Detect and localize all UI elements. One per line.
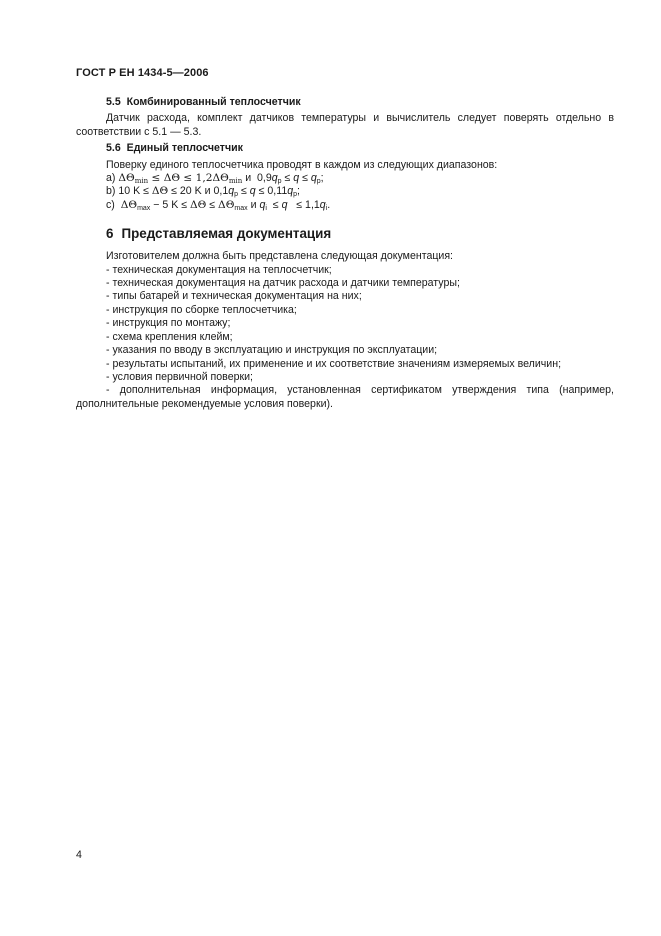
- doc-list-item: - результаты испытаний, их применение и их соответствие значениям измеряемых величин;: [106, 357, 562, 370]
- range-a-label: а): [106, 172, 116, 185]
- section-6-number: 6: [106, 226, 114, 242]
- range-c-label: c): [106, 198, 115, 211]
- section-5-5-text: Датчик расхода, комплект датчиков температуры и вычислитель следует поверять отдельно в соответствии с 5.1 — 5.3.: [76, 112, 614, 138]
- range-b-label: b): [106, 185, 116, 198]
- page-header-standard: ГОСТ Р ЕН 1434-5—2006: [76, 67, 209, 79]
- doc-list-item: - техническая документация на датчик расхода и датчики температуры;: [106, 277, 460, 290]
- section-5-6-number: 5.6: [106, 142, 121, 155]
- section-6-title: Представляемая документация: [121, 226, 332, 242]
- section-5-6-title: Единый теплосчетчик: [126, 142, 243, 155]
- page-number: 4: [76, 849, 82, 861]
- doc-list-item: - инструкция по монтажу;: [106, 317, 231, 330]
- range-c-formula: $\Delta\Theta_{max} - 5$ $K \le \Delta\Theta \le \Delta\Theta_{max}$ и $q_i \le q \le 1,1q_i$.: [120, 198, 331, 212]
- doc-list-item: - типы батарей и техническая документация на них;: [106, 290, 362, 303]
- section-5-6-heading: [76, 142, 614, 155]
- section-5-5-number: 5.5: [106, 96, 121, 108]
- section-6-heading: [76, 226, 614, 242]
- section-5-6-intro: Поверку единого теплосчетчика проводят в каждом из следующих диапазонов:: [106, 158, 498, 171]
- range-b: [76, 185, 614, 198]
- range-a-formula: $\Delta\Theta_{min} \le \Delta\Theta \le 1,2\Delta\Theta_{min}$: [118, 172, 243, 186]
- doc-list-item: - условия первичной поверки;: [106, 370, 253, 383]
- section-5-5-heading: [76, 96, 614, 109]
- doc-list-item: - указания по вводу в эксплуатацию и инструкция по эксплуатации;: [106, 344, 438, 357]
- section-5-5-title: Комбинированный теплосчетчик: [126, 96, 301, 108]
- section-6-intro: Изготовителем должна быть представлена следующая документация:: [106, 250, 453, 263]
- doc-list-item-last: - дополнительная информация, установленная сертификатом утверждения типа (например, дополнительные рекомендуемые условия поверки).: [76, 384, 614, 410]
- doc-list-item: - инструкция по сборке теплосчетчика;: [106, 303, 297, 316]
- doc-list-item: - схема крепления клейм;: [106, 330, 233, 343]
- range-a: а) $\Delta\Theta_{min} \le \Delta\Theta \le 1,2\Delta\Theta_{min}$ и $0,9q_p \le q \le q_p$;: [106, 172, 324, 186]
- range-b-formula: 10 K ≤ ΔΘ ≤ 20 K и $0,1q_p \le q \le 0,11q_p$;: [118, 185, 300, 199]
- document-body: [76, 96, 614, 411]
- range-c: [76, 199, 614, 212]
- doc-list-item: - техническая документация на теплосчетчик;: [106, 263, 332, 276]
